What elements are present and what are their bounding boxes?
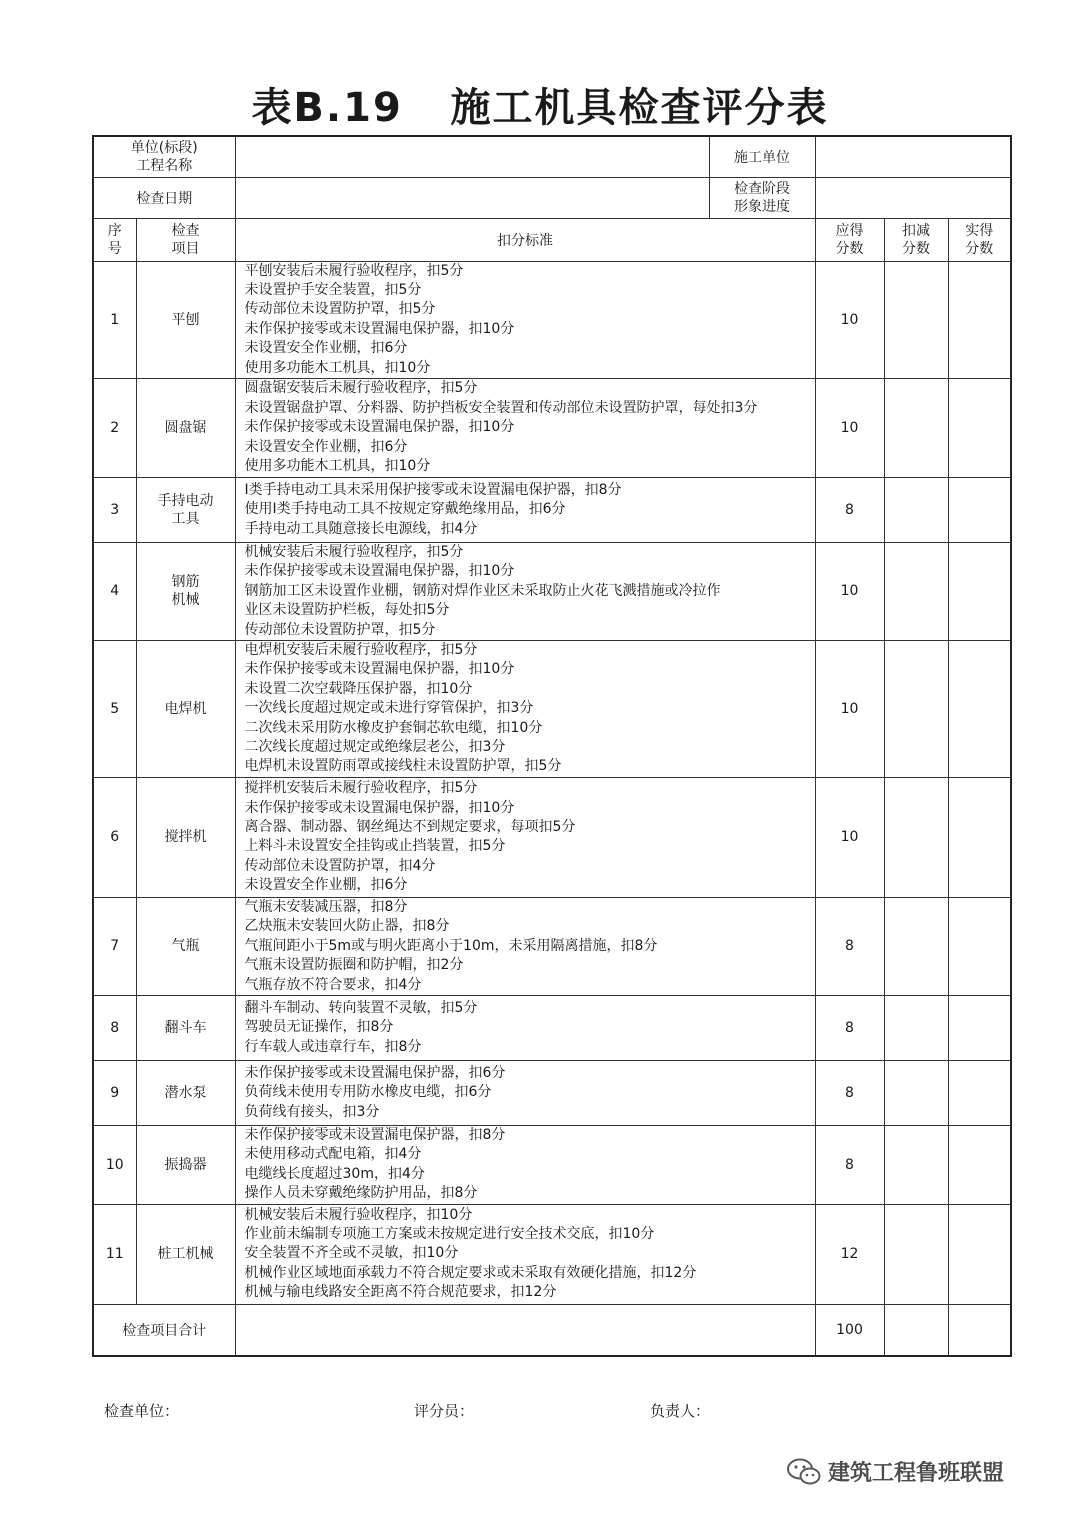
row-item: 气瓶 [136,897,235,995]
row-seq: 5 [93,640,136,777]
table-row [93,640,1011,777]
row-deduct-score-field[interactable] [884,640,948,777]
row-criteria: 机械安装后未履行验收程序，扣10分 作业前未编制专项施工方案或未按规定进行安全技术交底，扣10分 安全装置不齐全或不灵敏，扣10分 机械作业区域地面承载力不符合规定要求或未采取有效硬化措施，扣12分 机械与输电线路安全距离不符合规范要求，扣12分 [235,1204,815,1304]
row-due-score: 8 [815,477,884,542]
row-due-score: 10 [815,261,884,378]
row-seq: 11 [93,1204,136,1304]
row-actual-score-field[interactable] [948,542,1011,640]
table-row [93,378,1011,477]
row-item: 振捣器 [136,1126,235,1205]
footer-inspect-unit: 检查单位： [104,1402,180,1420]
row-due-score: 10 [815,542,884,640]
row-actual-score-field[interactable] [948,777,1011,897]
row-seq: 7 [93,897,136,995]
row-actual-score-field[interactable] [948,1061,1011,1126]
table-row [93,777,1011,897]
row-item: 搅拌机 [136,777,235,897]
column-header-due: 应得 分数 [815,218,884,261]
row-criteria: Ⅰ类手持电动工具未采用保护接零或未设置漏电保护器，扣8分 使用Ⅰ类手持电动工具不按规定穿戴绝缘用品，扣6分 手持电动工具随意接长电源线，扣4分 [235,477,815,542]
row-deduct-score-field[interactable] [884,897,948,995]
total-due-score: 100 [815,1304,884,1356]
inspection-score-table [92,135,1012,1357]
row-deduct-score-field[interactable] [884,1061,948,1126]
row-due-score: 8 [815,897,884,995]
row-actual-score-field[interactable] [948,640,1011,777]
row-seq: 2 [93,378,136,477]
row-seq: 1 [93,261,136,378]
row-criteria: 气瓶未安装减压器，扣8分 乙炔瓶未安装回火防止器，扣8分 气瓶间距小于5m或与明火距离小于10m，未采用隔离措施，扣8分 气瓶未设置防振圈和防护帽，扣2分 气瓶存放不符合要求，扣4分 [235,897,815,995]
watermark-text: 建筑工程鲁班联盟 [828,1461,1005,1486]
row-actual-score-field[interactable] [948,897,1011,995]
row-item: 电焊机 [136,640,235,777]
row-actual-score-field[interactable] [948,477,1011,542]
row-deduct-score-field[interactable] [884,477,948,542]
row-seq: 3 [93,477,136,542]
table-row [93,996,1011,1061]
row-deduct-score-field[interactable] [884,1204,948,1304]
column-header-seq: 序 号 [93,218,136,261]
row-due-score: 10 [815,640,884,777]
row-deduct-score-field[interactable] [884,777,948,897]
contractor-label: 施工单位 [709,136,815,177]
wechat-icon [786,1457,822,1487]
column-header-item: 检查 项目 [136,218,235,261]
table-row [93,261,1011,378]
total-criteria-blank [235,1304,815,1356]
row-seq: 8 [93,996,136,1061]
row-due-score: 8 [815,1126,884,1205]
row-criteria: 翻斗车制动、转向装置不灵敏，扣5分 驾驶员无证操作，扣8分 行车载人或违章行车，扣8分 [235,996,815,1061]
row-item: 桩工机械 [136,1204,235,1304]
row-deduct-score-field[interactable] [884,378,948,477]
row-criteria: 未作保护接零或未设置漏电保护器，扣6分 负荷线未使用专用防水橡皮电缆，扣6分 负荷线有接头，扣3分 [235,1061,815,1126]
row-actual-score-field[interactable] [948,378,1011,477]
stage-label: 检查阶段 形象进度 [709,177,815,218]
row-criteria: 圆盘锯安装后未履行验收程序，扣5分 未设置锯盘护罩、分料器、防护挡板安全装置和传动部位未设置防护罩，每处扣3分 未作保护接零或未设置漏电保护器，扣10分 未设置安全作业棚，扣6分 使用多功能木工机具，扣10分 [235,378,815,477]
date-label: 检查日期 [93,177,235,218]
total-label: 检查项目合计 [93,1304,235,1356]
table-row [93,477,1011,542]
row-deduct-score-field[interactable] [884,261,948,378]
total-deduct-score-field[interactable] [884,1304,948,1356]
row-criteria: 搅拌机安装后未履行验收程序，扣5分 未作保护接零或未设置漏电保护器，扣10分 离合器、制动器、钢丝绳达不到规定要求，每项扣5分 上料斗未设置安全挂钩或止挡装置，扣5分 传动部位未设置防护罩，扣4分 未设置安全作业棚，扣6分 [235,777,815,897]
row-criteria: 平刨安装后未履行验收程序，扣5分 未设置护手安全装置，扣5分 传动部位未设置防护罩，扣5分 未作保护接零或未设置漏电保护器，扣10分 未设置安全作业棚，扣6分 使用多功能木工机具，扣10分 [235,261,815,378]
row-item: 潜水泵 [136,1061,235,1126]
total-row [93,1304,1011,1356]
row-due-score: 12 [815,1204,884,1304]
column-header-criteria: 扣分标准 [235,218,815,261]
row-due-score: 8 [815,1061,884,1126]
row-deduct-score-field[interactable] [884,996,948,1061]
row-deduct-score-field[interactable] [884,1126,948,1205]
column-header-actual: 实得 分数 [948,218,1011,261]
total-actual-score-field[interactable] [948,1304,1011,1356]
unit-value-field[interactable] [235,136,709,177]
row-item: 翻斗车 [136,996,235,1061]
row-item: 平刨 [136,261,235,378]
row-actual-score-field[interactable] [948,261,1011,378]
row-criteria: 电焊机安装后未履行验收程序，扣5分 未作保护接零或未设置漏电保护器，扣10分 未设置二次空载降压保护器，扣10分 一次线长度超过规定或未进行穿管保护，扣3分 二次线未采用防水橡皮护套铜芯软电缆，扣10分 二次线长度超过规定或绝缘层老公，扣3分 电焊机未设置防雨罩或接线柱未设置防护罩，扣5分 [235,640,815,777]
row-due-score: 10 [815,777,884,897]
row-seq: 4 [93,542,136,640]
row-criteria: 未作保护接零或未设置漏电保护器，扣8分 未使用移动式配电箱，扣4分 电缆线长度超过30m，扣4分 操作人员未穿戴绝缘防护用品，扣8分 [235,1126,815,1205]
footer-leader: 负责人： [650,1402,711,1420]
row-actual-score-field[interactable] [948,996,1011,1061]
table-row [93,542,1011,640]
row-deduct-score-field[interactable] [884,542,948,640]
row-seq: 9 [93,1061,136,1126]
table-row [93,1204,1011,1304]
table-row [93,897,1011,995]
watermark [786,1456,1004,1487]
row-item: 圆盘锯 [136,378,235,477]
row-criteria: 机械安装后未履行验收程序，扣5分 未作保护接零或未设置漏电保护器，扣10分 钢筋加工区未设置作业棚，钢筋对焊作业区未采取防止火花飞溅措施或冷拉作 业区未设置防护栏板，每处扣5分 传动部位未设置防护罩，扣5分 [235,542,815,640]
contractor-value-field[interactable] [815,136,1011,177]
row-seq: 6 [93,777,136,897]
table-row [93,1126,1011,1205]
page-title: 表B.19 施工机具检查评分表 [251,85,829,131]
column-header-deduct: 扣减 分数 [884,218,948,261]
row-actual-score-field[interactable] [948,1204,1011,1304]
row-item: 手持电动 工具 [136,477,235,542]
table-row [93,1061,1011,1126]
row-due-score: 8 [815,996,884,1061]
unit-label: 单位(标段) 工程名称 [93,136,235,177]
stage-value-field[interactable] [815,177,1011,218]
row-actual-score-field[interactable] [948,1126,1011,1205]
row-item: 钢筋 机械 [136,542,235,640]
row-due-score: 10 [815,378,884,477]
row-seq: 10 [93,1126,136,1205]
footer-scorer: 评分员： [414,1402,475,1420]
date-value-field[interactable] [235,177,709,218]
